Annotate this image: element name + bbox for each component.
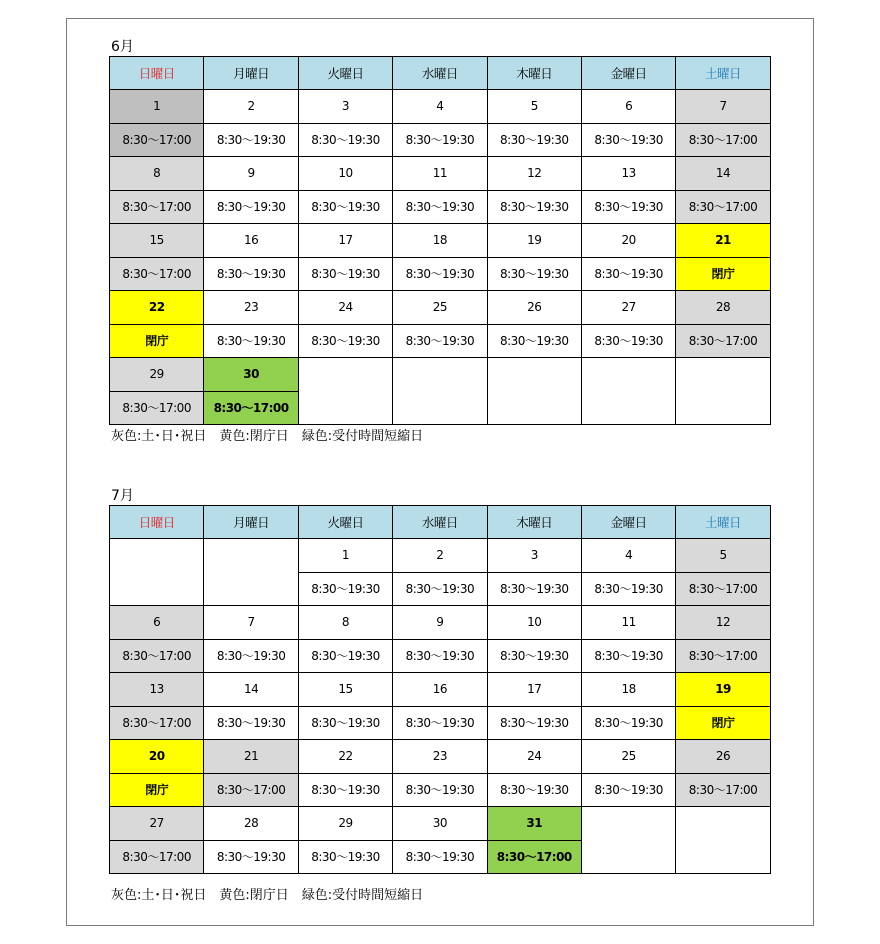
- date-cell: 23: [204, 291, 298, 325]
- date-cell: 26: [676, 740, 770, 774]
- legend-note: 灰色:土･日･祝日 黄色:閉庁日 緑色:受付時間短縮日: [111, 429, 424, 444]
- hours-cell: 8:30〜19:30: [298, 324, 392, 358]
- hours-cell: 8:30〜17:00: [110, 123, 204, 157]
- empty-cell: [487, 358, 581, 425]
- weekday-header: 土曜日: [676, 57, 770, 90]
- weekday-header: 日曜日: [110, 506, 204, 539]
- weekday-header: 火曜日: [298, 57, 392, 90]
- date-cell: 18: [393, 224, 487, 258]
- empty-cell: [581, 358, 675, 425]
- hours-cell: 8:30〜19:30: [581, 572, 675, 606]
- hours-cell: 8:30〜19:30: [298, 639, 392, 673]
- hours-cell: 8:30〜19:30: [204, 639, 298, 673]
- hours-cell: 8:30〜17:00: [676, 572, 770, 606]
- date-cell: 5: [676, 539, 770, 573]
- hours-cell: 8:30〜19:30: [204, 324, 298, 358]
- date-row: [110, 673, 771, 707]
- hours-cell: 8:30〜19:30: [581, 773, 675, 807]
- hours-cell: 8:30〜17:00: [110, 190, 204, 224]
- date-cell: 6: [581, 90, 675, 124]
- date-cell: 1: [110, 90, 204, 124]
- date-cell: 22: [298, 740, 392, 774]
- hours-cell: 8:30〜19:30: [393, 190, 487, 224]
- date-cell: 21: [676, 224, 770, 258]
- hours-cell: 8:30〜17:00: [676, 123, 770, 157]
- date-cell: 17: [487, 673, 581, 707]
- date-cell: 4: [393, 90, 487, 124]
- hours-row: [110, 773, 771, 807]
- hours-cell: 8:30〜19:30: [487, 773, 581, 807]
- hours-cell: 8:30〜19:30: [487, 257, 581, 291]
- hours-cell: 8:30〜19:30: [487, 324, 581, 358]
- hours-cell: 閉庁: [676, 706, 770, 740]
- hours-row: [110, 639, 771, 673]
- hours-cell: 8:30〜19:30: [581, 257, 675, 291]
- hours-cell: 8:30〜19:30: [581, 190, 675, 224]
- calendar-table: [109, 56, 771, 425]
- date-cell: 23: [393, 740, 487, 774]
- hours-cell: 8:30〜19:30: [204, 123, 298, 157]
- hours-cell: 8:30〜19:30: [393, 572, 487, 606]
- weekday-header: 木曜日: [487, 506, 581, 539]
- month-title: 7月: [111, 488, 134, 504]
- date-row: [110, 358, 771, 392]
- calendar-june: [109, 38, 771, 447]
- date-cell: 19: [487, 224, 581, 258]
- empty-cell: [581, 807, 675, 874]
- hours-cell: 8:30〜19:30: [581, 123, 675, 157]
- hours-cell: 8:30〜19:30: [298, 572, 392, 606]
- date-cell: 4: [581, 539, 675, 573]
- date-cell: 8: [298, 606, 392, 640]
- empty-cell: [676, 807, 770, 874]
- month-title: 6月: [111, 39, 134, 55]
- date-cell: 14: [204, 673, 298, 707]
- date-cell: 12: [487, 157, 581, 191]
- date-row: [110, 157, 771, 191]
- weekday-header-row: [110, 506, 771, 539]
- date-cell: 15: [110, 224, 204, 258]
- hours-cell: 8:30〜17:00: [204, 391, 298, 425]
- hours-cell: 8:30〜19:30: [298, 773, 392, 807]
- date-cell: 9: [204, 157, 298, 191]
- weekday-header: 金曜日: [581, 57, 675, 90]
- date-cell: 9: [393, 606, 487, 640]
- date-cell: 20: [110, 740, 204, 774]
- hours-cell: 8:30〜19:30: [298, 123, 392, 157]
- calendar-table: [109, 505, 771, 874]
- hours-cell: 8:30〜19:30: [487, 572, 581, 606]
- hours-cell: 8:30〜17:00: [110, 706, 204, 740]
- date-cell: 22: [110, 291, 204, 325]
- hours-cell: 閉庁: [110, 773, 204, 807]
- date-cell: 10: [298, 157, 392, 191]
- hours-cell: 8:30〜17:00: [676, 324, 770, 358]
- empty-cell: [393, 358, 487, 425]
- hours-cell: 8:30〜17:00: [676, 773, 770, 807]
- date-row: [110, 606, 771, 640]
- empty-cell: [110, 539, 204, 606]
- date-cell: 11: [581, 606, 675, 640]
- date-cell: 3: [298, 90, 392, 124]
- date-cell: 19: [676, 673, 770, 707]
- hours-cell: 8:30〜19:30: [393, 706, 487, 740]
- date-cell: 30: [204, 358, 298, 392]
- hours-cell: 閉庁: [110, 324, 204, 358]
- hours-cell: 8:30〜19:30: [487, 706, 581, 740]
- weekday-header: 土曜日: [676, 506, 770, 539]
- empty-cell: [204, 539, 298, 606]
- date-cell: 8: [110, 157, 204, 191]
- hours-cell: 8:30〜19:30: [298, 840, 392, 874]
- date-cell: 7: [204, 606, 298, 640]
- date-cell: 16: [204, 224, 298, 258]
- date-row: [110, 740, 771, 774]
- date-cell: 2: [393, 539, 487, 573]
- hours-cell: 8:30〜19:30: [581, 639, 675, 673]
- date-cell: 21: [204, 740, 298, 774]
- date-cell: 15: [298, 673, 392, 707]
- hours-cell: 8:30〜17:00: [487, 840, 581, 874]
- date-cell: 13: [581, 157, 675, 191]
- empty-cell: [676, 358, 770, 425]
- hours-cell: 8:30〜17:00: [676, 190, 770, 224]
- hours-cell: 8:30〜19:30: [393, 773, 487, 807]
- hours-cell: 8:30〜19:30: [298, 257, 392, 291]
- date-cell: 6: [110, 606, 204, 640]
- weekday-header-row: [110, 57, 771, 90]
- date-cell: 10: [487, 606, 581, 640]
- legend-note: 灰色:土･日･祝日 黄色:閉庁日 緑色:受付時間短縮日: [111, 888, 424, 903]
- date-cell: 13: [110, 673, 204, 707]
- date-cell: 16: [393, 673, 487, 707]
- date-cell: 3: [487, 539, 581, 573]
- hours-row: [110, 706, 771, 740]
- date-cell: 11: [393, 157, 487, 191]
- date-cell: 20: [581, 224, 675, 258]
- hours-row: [110, 190, 771, 224]
- date-cell: 29: [110, 358, 204, 392]
- empty-cell: [298, 358, 392, 425]
- hours-cell: 8:30〜19:30: [487, 190, 581, 224]
- hours-cell: 8:30〜19:30: [298, 190, 392, 224]
- hours-cell: 8:30〜19:30: [393, 257, 487, 291]
- calendar-july: [109, 487, 771, 906]
- date-cell: 17: [298, 224, 392, 258]
- hours-cell: 8:30〜19:30: [204, 840, 298, 874]
- hours-cell: 8:30〜19:30: [204, 706, 298, 740]
- date-cell: 18: [581, 673, 675, 707]
- date-cell: 28: [676, 291, 770, 325]
- hours-cell: 8:30〜19:30: [581, 706, 675, 740]
- date-row: [110, 539, 771, 573]
- date-cell: 27: [110, 807, 204, 841]
- date-cell: 24: [298, 291, 392, 325]
- hours-cell: 8:30〜17:00: [110, 391, 204, 425]
- date-cell: 26: [487, 291, 581, 325]
- hours-cell: 8:30〜19:30: [204, 190, 298, 224]
- hours-cell: 閉庁: [676, 257, 770, 291]
- date-row: [110, 807, 771, 841]
- weekday-header: 金曜日: [581, 506, 675, 539]
- hours-cell: 8:30〜17:00: [110, 639, 204, 673]
- hours-cell: 8:30〜19:30: [393, 639, 487, 673]
- hours-cell: 8:30〜17:00: [676, 639, 770, 673]
- hours-cell: 8:30〜17:00: [110, 257, 204, 291]
- date-cell: 27: [581, 291, 675, 325]
- date-cell: 5: [487, 90, 581, 124]
- date-cell: 1: [298, 539, 392, 573]
- hours-row: [110, 257, 771, 291]
- hours-cell: 8:30〜19:30: [204, 257, 298, 291]
- date-cell: 7: [676, 90, 770, 124]
- date-cell: 30: [393, 807, 487, 841]
- weekday-header: 日曜日: [110, 57, 204, 90]
- hours-cell: 8:30〜19:30: [487, 639, 581, 673]
- date-cell: 25: [581, 740, 675, 774]
- weekday-header: 木曜日: [487, 57, 581, 90]
- hours-cell: 8:30〜19:30: [393, 840, 487, 874]
- date-cell: 29: [298, 807, 392, 841]
- hours-cell: 8:30〜19:30: [298, 706, 392, 740]
- date-row: [110, 90, 771, 124]
- hours-cell: 8:30〜17:00: [204, 773, 298, 807]
- weekday-header: 水曜日: [393, 57, 487, 90]
- hours-cell: 8:30〜19:30: [581, 324, 675, 358]
- date-cell: 12: [676, 606, 770, 640]
- date-row: [110, 291, 771, 325]
- date-cell: 31: [487, 807, 581, 841]
- date-cell: 28: [204, 807, 298, 841]
- hours-cell: 8:30〜17:00: [110, 840, 204, 874]
- date-cell: 14: [676, 157, 770, 191]
- date-cell: 2: [204, 90, 298, 124]
- hours-row: [110, 324, 771, 358]
- weekday-header: 月曜日: [204, 57, 298, 90]
- date-cell: 24: [487, 740, 581, 774]
- weekday-header: 火曜日: [298, 506, 392, 539]
- hours-cell: 8:30〜19:30: [487, 123, 581, 157]
- weekday-header: 月曜日: [204, 506, 298, 539]
- date-cell: 25: [393, 291, 487, 325]
- hours-cell: 8:30〜19:30: [393, 324, 487, 358]
- date-row: [110, 224, 771, 258]
- hours-cell: 8:30〜19:30: [393, 123, 487, 157]
- hours-row: [110, 123, 771, 157]
- weekday-header: 水曜日: [393, 506, 487, 539]
